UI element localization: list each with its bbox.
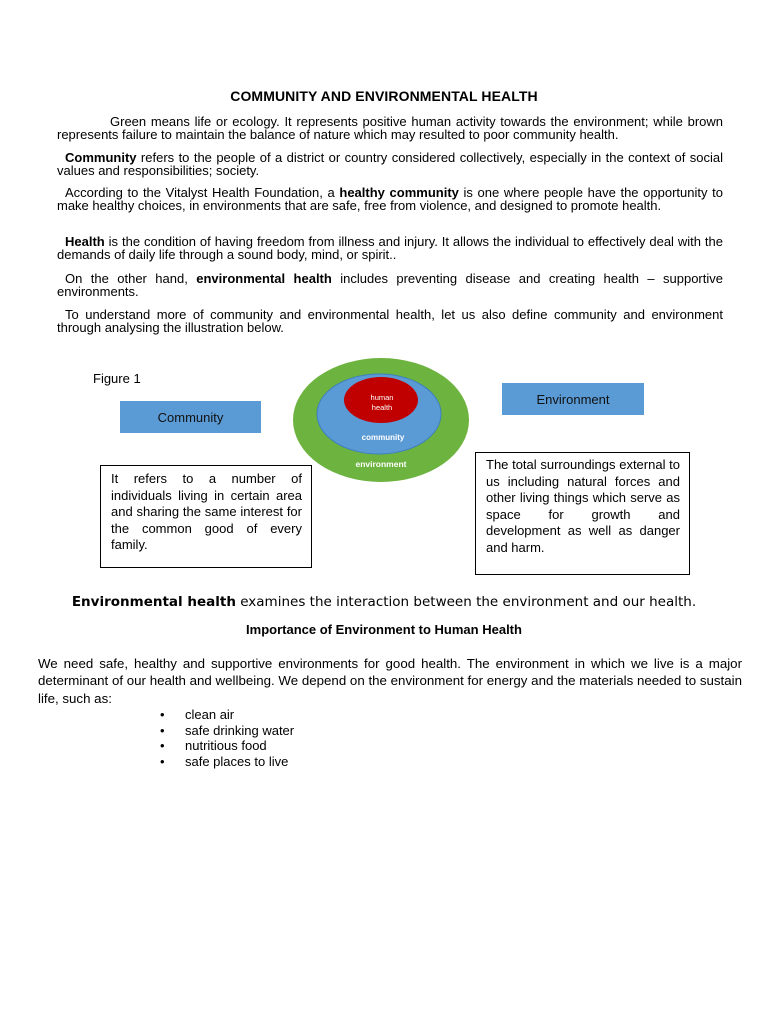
community-definition-box <box>100 465 312 568</box>
concentric-health-diagram <box>290 356 472 484</box>
paragraph-text: is one where people have the opportunity to make healthy choices, in environments that are safe, free from violence, and designed to promote health. <box>57 185 723 213</box>
environment-label: Environment <box>536 391 610 407</box>
bullet-icon: • <box>160 753 165 769</box>
paragraph-understand-more <box>57 308 723 334</box>
environment-definition-box <box>475 452 690 575</box>
list-item <box>160 723 294 739</box>
term-community: Community <box>65 150 137 165</box>
needs-list <box>160 707 294 769</box>
paragraph-text: According to the Vitalyst Health Foundation, a <box>65 185 340 200</box>
importance-paragraph: We need safe, healthy and supportive environments for good health. The environment in which we live is a major determinant of our health and wellbeing. We depend on the environment for energy and the materials needed to sustain life, such as: <box>38 656 742 706</box>
list-item-text: safe drinking water <box>185 722 295 738</box>
statement-text: examines the interaction between the environment and our health. <box>235 594 697 610</box>
list-item-text: clean air <box>185 707 235 722</box>
paragraph-text: To understand more of community and environmental health, let us also define community and environment through analysing the illustration below. <box>57 307 723 335</box>
paragraph-healthy-community <box>57 186 723 212</box>
page-title: COMMUNITY AND ENVIRONMENTAL HEALTH <box>230 88 538 104</box>
term-health: Health <box>65 234 105 249</box>
paragraph-text: refers to the people of a district or country considered collectively, especially in the context of social values and responsibilities; society. <box>57 150 723 178</box>
human-health-text-line1: human <box>370 393 394 402</box>
paragraph-health <box>57 235 723 261</box>
paragraph-text: includes preventing disease and creating health – supportive environments. <box>57 271 723 299</box>
environment-label-box <box>502 383 644 415</box>
bullet-icon: • <box>160 738 165 754</box>
bullet-icon: • <box>160 722 165 738</box>
list-item <box>160 707 294 723</box>
importance-heading: Importance of Environment to Human Health <box>246 622 522 637</box>
community-ring-text: community <box>361 433 405 442</box>
paragraph-environmental-health <box>57 272 723 298</box>
list-item-text: safe places to live <box>185 753 289 769</box>
paragraph-community <box>57 151 723 177</box>
paragraph-text: On the other hand, <box>65 271 197 286</box>
paragraph-text: is the condition of having freedom from illness and injury. It allows the individual to effectively deal with the demands of daily life through a sound body, mind, or spirit.. <box>57 234 723 262</box>
paragraph-green-meaning <box>57 115 723 141</box>
list-item <box>160 738 294 754</box>
term-healthy-community: healthy community <box>339 185 459 200</box>
paragraph-text: Green means life or ecology. It represents positive human activity towards the environment; while brown represents failure to maintain the balance of nature which may resulted to poor community health. <box>57 114 723 142</box>
community-definition-text: It refers to a number of individuals living in certain area and sharing the same interest for the common good of every family. <box>111 471 302 553</box>
list-item-text: nutritious food <box>185 738 267 754</box>
environment-definition-text: The total surroundings external to us including natural forces and other living things which serve as space for growth and development as well as danger and harm. <box>486 457 680 555</box>
list-item <box>160 754 294 770</box>
term-environmental-health-2: Environmental health <box>71 594 236 610</box>
community-label: Community <box>157 409 224 425</box>
community-label-box <box>120 401 261 433</box>
bullet-icon: • <box>160 707 165 722</box>
term-environmental-health: environmental health <box>196 271 332 286</box>
environmental-health-statement <box>0 594 768 610</box>
human-health-text-line2: health <box>371 403 393 412</box>
environment-ring-text: environment <box>355 459 407 469</box>
figure-label: Figure 1 <box>93 371 141 386</box>
